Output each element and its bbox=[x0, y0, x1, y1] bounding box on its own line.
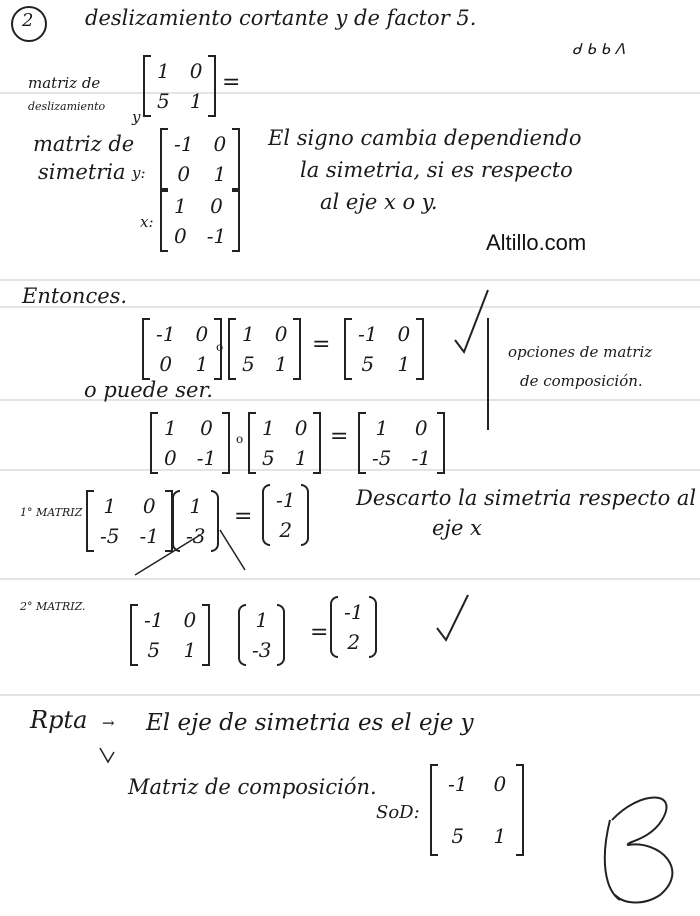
vector-cell: -3 bbox=[186, 524, 206, 548]
matrix-cell: 5 bbox=[451, 824, 465, 848]
matrix-cell: 0 bbox=[414, 416, 428, 440]
equals-sign: = bbox=[222, 70, 241, 95]
symmetry-y-label: y: bbox=[132, 164, 146, 182]
checkmark-icon bbox=[455, 290, 488, 352]
matrix1-vector bbox=[172, 490, 219, 552]
matrix-cell: -1 bbox=[156, 322, 176, 346]
composition-note-line1: opciones de matriz bbox=[508, 343, 653, 361]
matrix-cell: 1 bbox=[103, 494, 117, 518]
matrix-cell: 0 bbox=[200, 416, 213, 440]
compose-op: o bbox=[216, 340, 224, 354]
checkmark-icon bbox=[437, 595, 468, 640]
matrix-cell: -1 bbox=[411, 446, 431, 470]
vector-cell: 1 bbox=[189, 494, 203, 518]
matrix-cell: 1 bbox=[183, 638, 197, 662]
matrix-cell: -1 bbox=[206, 224, 227, 248]
matrix-cell: 0 bbox=[177, 162, 191, 186]
matrix-cell: -5 bbox=[100, 524, 120, 548]
matrix2 bbox=[130, 604, 210, 666]
vector-cell: 2 bbox=[279, 518, 293, 542]
vector-cell: -1 bbox=[344, 600, 364, 624]
matrix1-note-line1: Descarto la simetria respecto al bbox=[356, 486, 697, 510]
vector-cell: -3 bbox=[252, 638, 272, 662]
option1-result-matrix bbox=[344, 318, 424, 380]
matrix-cell: -1 bbox=[174, 132, 194, 156]
matrix2-vector bbox=[238, 604, 285, 666]
heading-title: deslizamiento cortante y de factor 5. bbox=[85, 6, 477, 30]
option2-mid-matrix bbox=[248, 412, 321, 474]
matrix-cell: 0 bbox=[213, 132, 227, 156]
matrix-cell: -1 bbox=[358, 322, 378, 346]
symmetry-note-line2: la simetria, si es respecto bbox=[300, 158, 573, 182]
option1-left-matrix bbox=[142, 318, 222, 380]
symmetry-y-matrix bbox=[160, 128, 240, 190]
option2-result-matrix bbox=[358, 412, 445, 474]
equals-sign: = bbox=[234, 504, 253, 529]
sod-label: SoD: bbox=[376, 802, 420, 823]
watermark: Altillo.com bbox=[486, 230, 587, 255]
vector-cell: 1 bbox=[255, 608, 269, 632]
matrix-cell: 0 bbox=[274, 322, 288, 346]
matrix-cell: -1 bbox=[144, 608, 164, 632]
option1-mid-matrix bbox=[228, 318, 301, 380]
matrix-cell: 0 bbox=[210, 194, 223, 218]
matrix-cell: 0 bbox=[189, 59, 203, 83]
matrix-cell: 1 bbox=[274, 352, 288, 376]
symmetry-x-label: x: bbox=[140, 213, 154, 231]
matrix-cell: 1 bbox=[174, 194, 187, 218]
matrix-cell: 5 bbox=[147, 638, 161, 662]
symmetry-x-matrix bbox=[160, 190, 240, 252]
shear-label-line1: matriz de bbox=[28, 74, 101, 92]
matrix-cell: 1 bbox=[189, 89, 203, 113]
matrix-cell: -1 bbox=[139, 524, 159, 548]
matrix-cell: 1 bbox=[157, 59, 170, 83]
composition-note-line2: de composición. bbox=[520, 372, 643, 390]
grade-mark bbox=[605, 798, 673, 903]
matrix-cell: 0 bbox=[397, 322, 411, 346]
symmetry-note-line3: al eje x o y. bbox=[320, 190, 438, 214]
matrix-cell: 5 bbox=[361, 352, 375, 376]
matrix-cell: 1 bbox=[493, 824, 507, 848]
matrix-cell: 1 bbox=[242, 322, 255, 346]
or-label: o puede ser. bbox=[84, 378, 213, 402]
matrix1-result bbox=[262, 484, 309, 546]
shear-matrix bbox=[143, 55, 216, 117]
answer-line2: Matriz de composición. bbox=[128, 775, 377, 799]
matrix-cell: 1 bbox=[195, 352, 209, 376]
matrix1-note-line2: eje x bbox=[432, 516, 482, 540]
option2-left-matrix bbox=[150, 412, 230, 474]
matrix-cell: 0 bbox=[493, 772, 507, 796]
matrix-cell: 0 bbox=[159, 352, 173, 376]
answer-line1: El eje de simetria es el eje y bbox=[146, 710, 474, 736]
vector-cell: -1 bbox=[276, 488, 296, 512]
matrix-cell: 0 bbox=[195, 322, 209, 346]
matrix-cell: -1 bbox=[448, 772, 468, 796]
equals-sign: = bbox=[310, 620, 329, 645]
matrix2-label: 2° MATRIZ. bbox=[20, 600, 86, 613]
symmetry-label-line2: simetria bbox=[38, 160, 126, 184]
corner-note: ᑯ ᑲ ᑲ ᐱ bbox=[572, 40, 625, 58]
answer-matrix bbox=[430, 764, 524, 856]
entonces-label: Entonces. bbox=[22, 284, 128, 308]
symmetry-label-line1: matriz de bbox=[33, 132, 135, 156]
matrix-cell: -5 bbox=[372, 446, 392, 470]
equals-sign: = bbox=[330, 424, 349, 449]
heading-number: 2 bbox=[22, 10, 34, 31]
matrix-cell: 0 bbox=[183, 608, 197, 632]
strike-line bbox=[220, 530, 245, 570]
matrix-cell: 0 bbox=[174, 224, 187, 248]
matrix-cell: 0 bbox=[142, 494, 156, 518]
matrix-cell: 1 bbox=[397, 352, 411, 376]
matrix-cell: 1 bbox=[213, 162, 227, 186]
matrix-cell: 1 bbox=[375, 416, 389, 440]
answer-label: Rpta bbox=[30, 706, 88, 734]
matrix-cell: 5 bbox=[262, 446, 275, 470]
matrix-cell: 1 bbox=[294, 446, 308, 470]
matrix2-result bbox=[330, 596, 377, 658]
answer-arrow: → bbox=[102, 714, 115, 732]
compose-op: o bbox=[236, 432, 244, 446]
matrix-cell: 0 bbox=[294, 416, 308, 440]
shear-label-y: y bbox=[132, 108, 141, 126]
matrix1-label: 1° MATRIZ bbox=[20, 506, 83, 519]
arrow-down-icon bbox=[100, 748, 114, 762]
matrix-cell: 1 bbox=[262, 416, 275, 440]
matrix-cell: -1 bbox=[196, 446, 217, 470]
equals-sign: = bbox=[312, 332, 331, 357]
matrix-cell: 0 bbox=[164, 446, 177, 470]
matrix1 bbox=[86, 490, 173, 552]
matrix-cell: 5 bbox=[157, 89, 170, 113]
shear-label-line2: deslizamiento bbox=[28, 100, 106, 113]
vector-cell: 2 bbox=[347, 630, 361, 654]
symmetry-note-line1: El signo cambia dependiendo bbox=[268, 126, 582, 150]
matrix-cell: 5 bbox=[242, 352, 255, 376]
matrix-cell: 1 bbox=[164, 416, 177, 440]
